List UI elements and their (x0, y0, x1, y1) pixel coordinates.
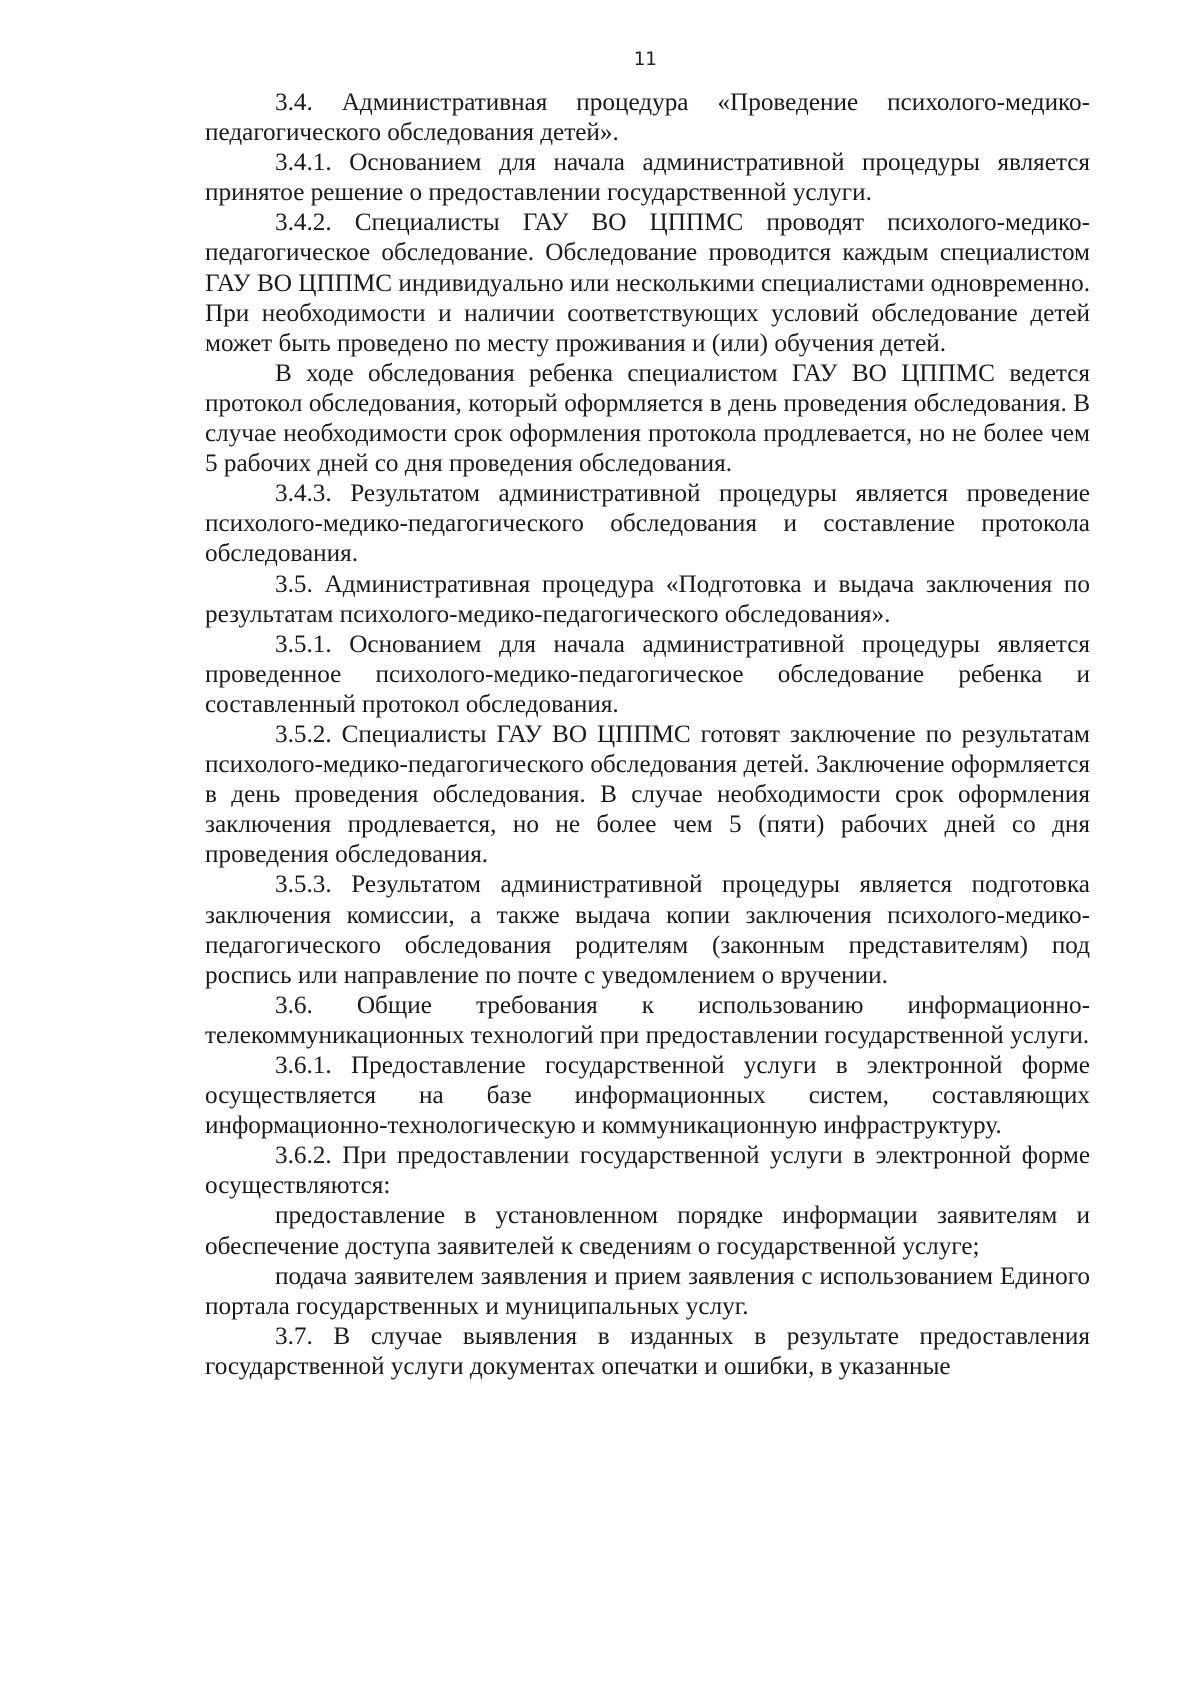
paragraph-3-6: 3.6. Общие требования к использованию информационно-телекоммуникационных технологий при предоставлении государственной услуги. (205, 991, 1090, 1049)
paragraph-3-5: 3.5. Административная процедура «Подготовка и выдача заключения по результатам психолого-медико-педагогического обследования». (205, 570, 1090, 628)
paragraph-3-4-1: 3.4.1. Основанием для начала административной процедуры является принятое решение о предоставлении государственной услуги. (205, 149, 1090, 207)
paragraph-3-4-3: 3.4.3. Результатом административной процедуры является проведение психолого-медико-педагогического обследования и составление протокола обследования. (205, 480, 1090, 568)
page-number: 11 (633, 48, 657, 70)
paragraph-3-4-2-protocol: В ходе обследования ребенка специалистом ГАУ ВО ЦППМС ведется протокол обследования, который оформляется в день проведения обследования. В случае необходимости срок оформления протокола продлевается, но не более чем 5 рабочих дней со дня проведения обследования. (205, 359, 1090, 478)
document-body (205, 88, 1090, 1382)
paragraph-3-5-2: 3.5.2. Специалисты ГАУ ВО ЦППМС готовят заключение по результатам психолого-медико-педагогического обследования детей. Заключение оформляется в день проведения обследования. В случае необходимости срок оформления заключения продлевается, но не более чем 5 (пяти) рабочих дней со дня проведения обследования. (205, 720, 1090, 869)
paragraph-3-7: 3.7. В случае выявления в изданных в результате предоставления государственной услуги документах опечатки и ошибки, в указанные (205, 1322, 1090, 1380)
paragraph-3-5-1: 3.5.1. Основанием для начала административной процедуры является проведенное психолого-медико-педагогическое обследование ребенка и составленный протокол обследования. (205, 630, 1090, 718)
paragraph-3-4-2: 3.4.2. Специалисты ГАУ ВО ЦППМС проводят психолого-медико-педагогическое обследование. Обследование проводится каждым специалистом ГАУ ВО ЦППМС индивидуально или несколькими специалистами одновременно. При необходимости и наличии соответствующих условий обследование детей может быть проведено по месту проживания и (или) обучения детей. (205, 209, 1090, 357)
paragraph-3-6-2-item-2: подача заявителем заявления и прием заявления с использованием Единого портала государственных и муниципальных услуг. (205, 1262, 1090, 1320)
paragraph-3-6-1: 3.6.1. Предоставление государственной услуги в электронной форме осуществляется на базе информационных систем, составляющих информационно-технологическую и коммуникационную инфраструктуру. (205, 1052, 1090, 1140)
paragraph-3-4: 3.4. Административная процедура «Проведение психолого-медико-педагогического обследования детей». (205, 89, 1090, 147)
paragraph-3-5-3: 3.5.3. Результатом административной процедуры является подготовка заключения комиссии, а также выдача копии заключения психолого-медико-педагогического обследования родителям (законным представителям) под роспись или направление по почте с уведомлением о вручении. (205, 871, 1090, 989)
paragraph-3-6-2: 3.6.2. При предоставлении государственной услуги в электронной форме осуществляются: (205, 1142, 1090, 1200)
paragraph-3-6-2-item-1: предоставление в установленном порядке информации заявителям и обеспечение доступа заявителей к сведениям о государственной услуге; (205, 1202, 1090, 1260)
